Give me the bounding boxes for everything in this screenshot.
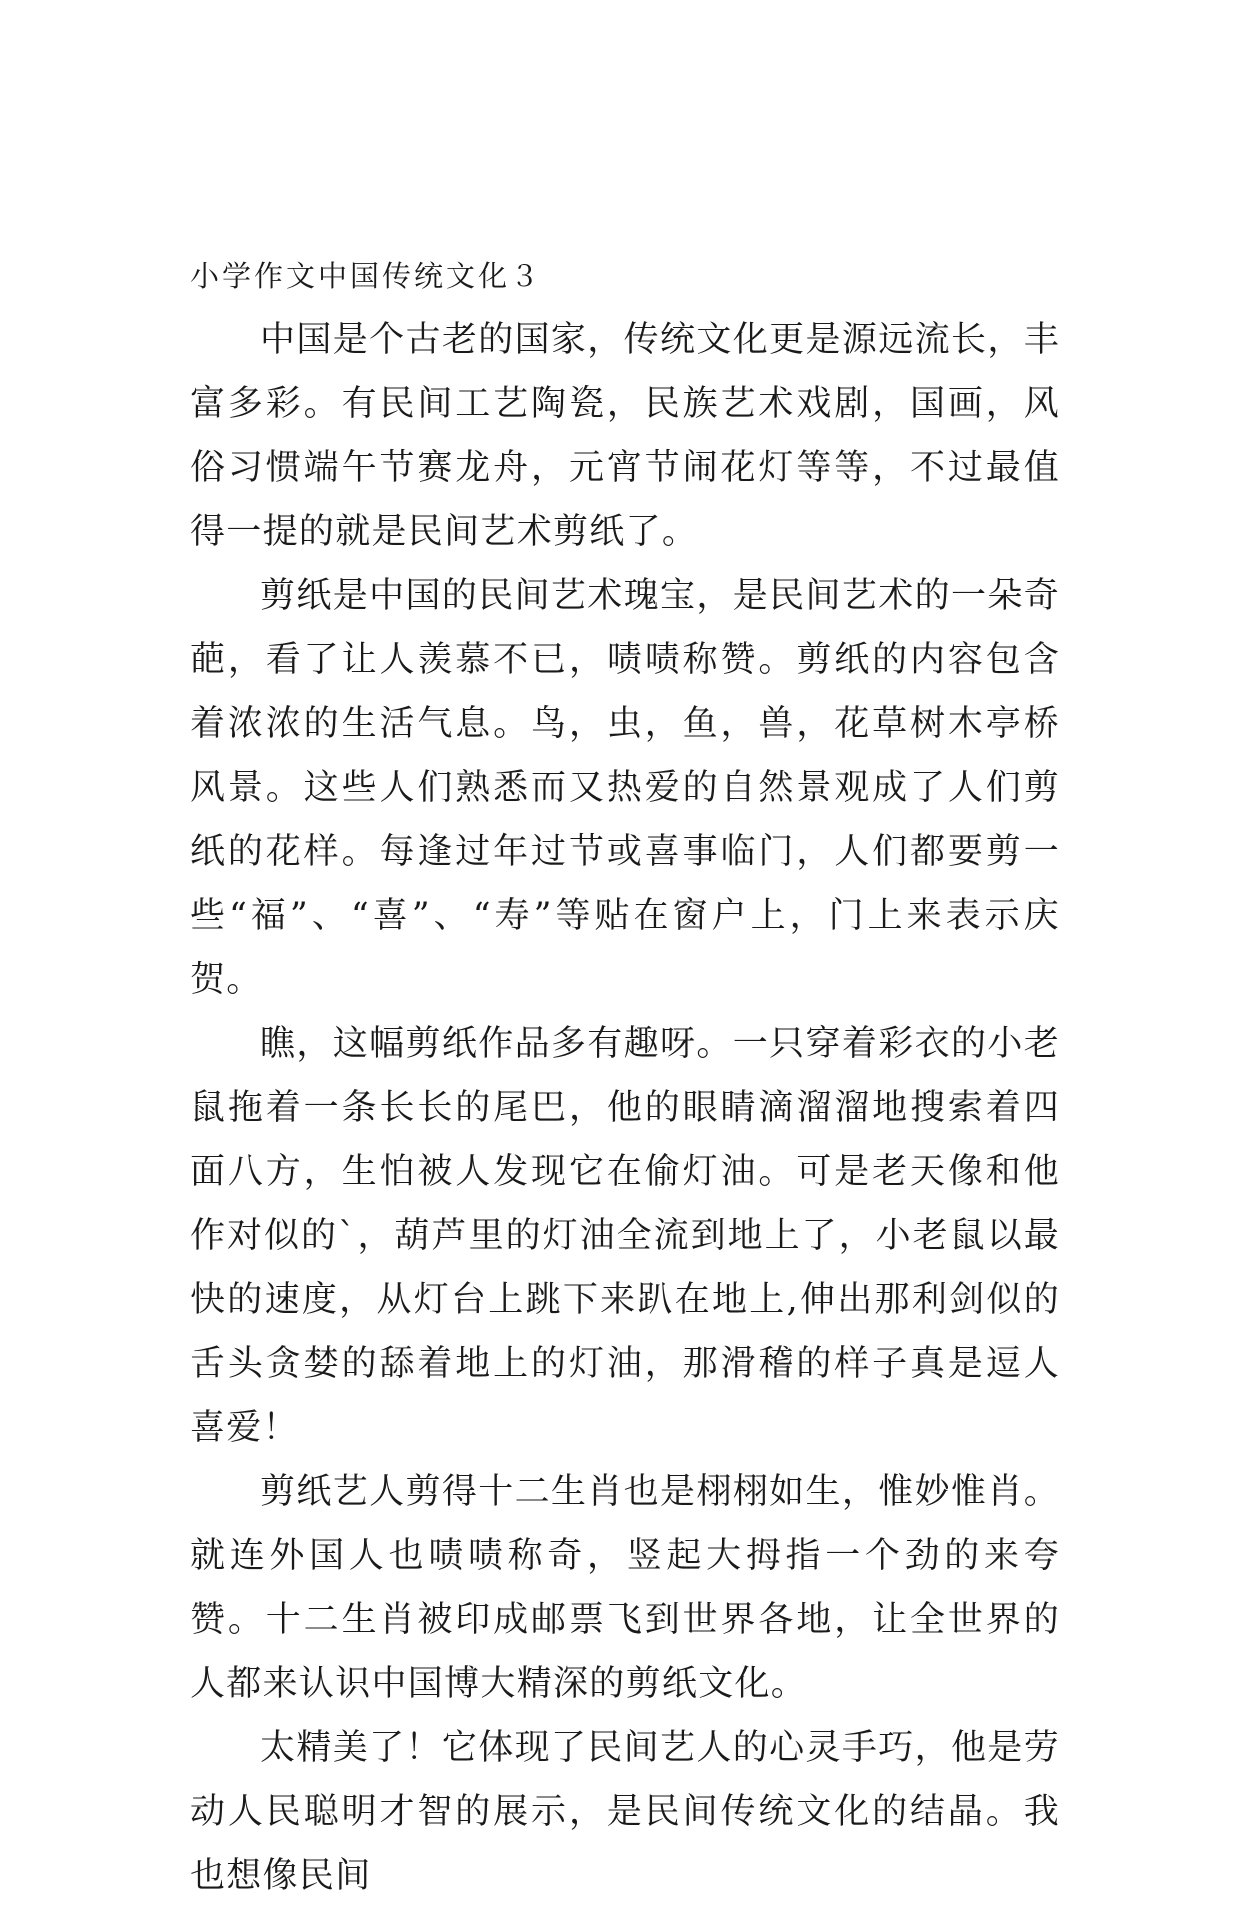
paragraph: 剪纸艺人剪得十二生肖也是栩栩如生，惟妙惟肖。就连外国人也啧啧称奇，竖起大拇指一个劲的来夸赞。十二生肖被印成邮票飞到世界各地，让全世界的人都来认识中国博大精深的剪纸文化。: [190, 1472, 1060, 1704]
document-title: 小学作文中国传统文化３: [190, 259, 543, 293]
paragraph: 剪纸是中国的民间艺术瑰宝，是民间艺术的一朵奇葩，看了让人羡慕不已，啧啧称赞。剪纸的内容包含着浓浓的生活气息。鸟，虫，鱼，兽，花草树木亭桥风景。这些人们熟悉而又热爱的自然景观成了人们剪纸的花样。每逢过年过节或喜事临门，人们都要剪一些“福”、“喜”、“寿”等贴在窗户上，门上来表示庆贺。: [190, 576, 1060, 1000]
paragraph: 瞧，这幅剪纸作品多有趣呀。一只穿着彩衣的小老鼠拖着一条长长的尾巴，他的眼睛滴溜溜地搜索着四面八方，生怕被人发现它在偷灯油。可是老天像和他作对似的`，葫芦里的灯油全流到地上了，小老鼠以最快的速度，从灯台上跳下来趴在地上,伸出那利剑似的舌头贪婪的舔着地上的灯油，那滑稽的样子真是逗人喜爱！: [190, 1024, 1060, 1448]
document-body: [190, 250, 1060, 1908]
paragraph: 太精美了！它体现了民间艺人的心灵手巧，他是劳动人民聪明才智的展示，是民间传统文化的结晶。我也想像民间: [190, 1728, 1060, 1896]
paragraph: 中国是个古老的国家，传统文化更是源远流长，丰富多彩。有民间工艺陶瓷，民族艺术戏剧，国画，风俗习惯端午节赛龙舟，元宵节闹花灯等等，不过最值得一提的就是民间艺术剪纸了。: [190, 320, 1060, 552]
